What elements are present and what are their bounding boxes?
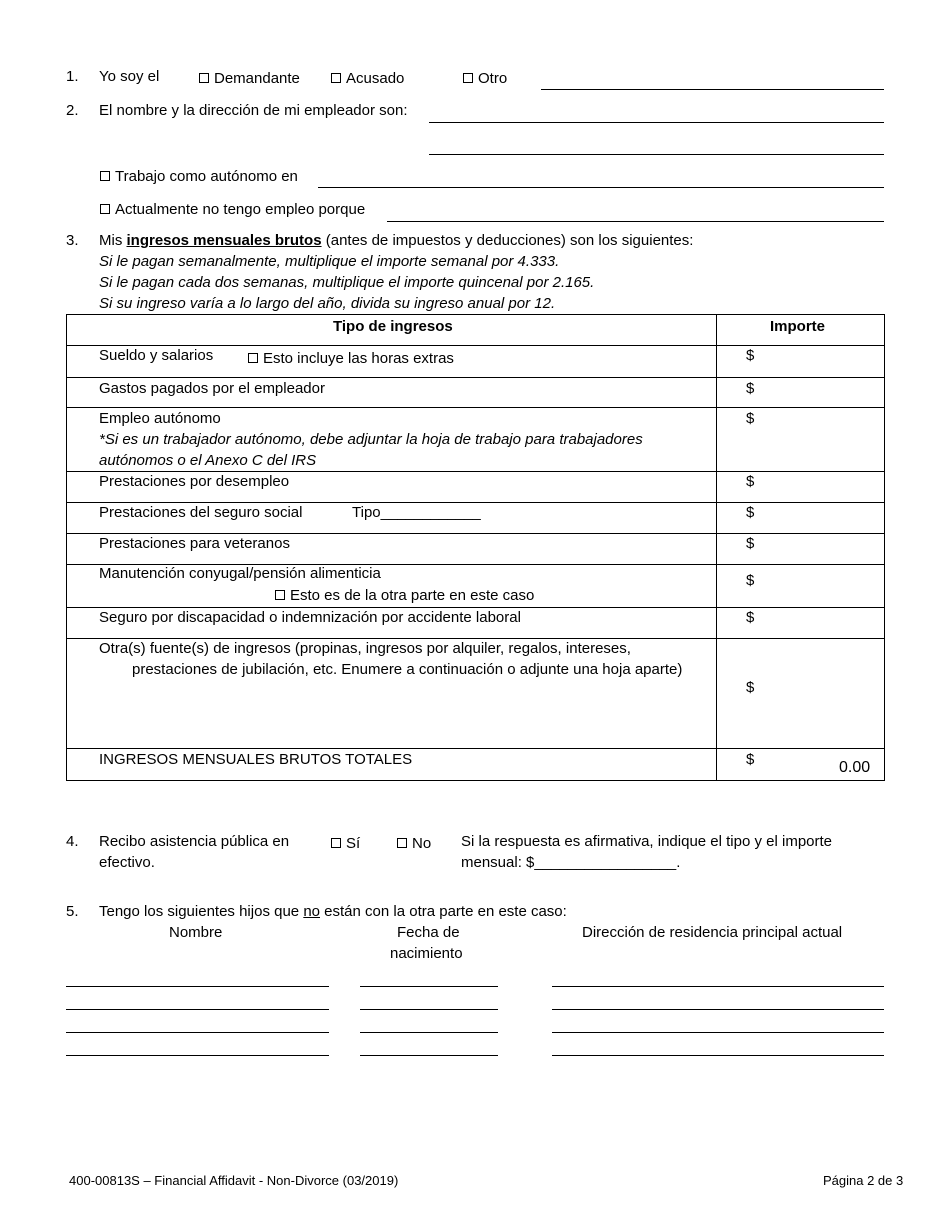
checkbox-icon [397,838,407,848]
unemployed-checkbox[interactable]: Actualmente no tengo empleo porque [100,201,365,219]
assistance-detail: Si la respuesta es afirmativa, indique el tipo y el importe [461,833,833,850]
income-table [66,314,885,781]
checkbox-icon [100,204,110,214]
row-wages-label: Sueldo y salarios [99,347,214,364]
row-other-label: Otra(s) fuente(s) de ingresos (propinas, ingresos por alquiler, regalos, intereses, [99,640,631,657]
item3-label: Mis ingresos mensuales brutos (antes de impuestos y deducciones) son los siguientes: [99,232,694,249]
row-wages-currency: $ [746,347,755,364]
alimony-other-party-checkbox[interactable]: Esto es de la otra parte en este caso [275,587,534,605]
children-col-name: Nombre [169,924,223,941]
row-veterans-currency: $ [746,535,755,552]
checkbox-icon [463,73,473,83]
row-self-employment-label: Empleo autónomo [99,410,221,427]
child-dob-field[interactable] [360,1055,498,1056]
overtime-checkbox[interactable]: Esto incluye las horas extras [248,350,454,368]
children-col-dob: Fecha de [397,924,460,941]
row-disability-currency: $ [746,609,755,626]
row-alimony-currency: $ [746,572,755,589]
employer-address-field[interactable] [429,154,884,155]
child-address-field[interactable] [552,1055,884,1056]
col-header-amount: Importe [770,318,826,335]
row-self-employment-note: *Si es un trabajador autónomo, debe adjuntar la hoja de trabajo para trabajadores [99,431,643,448]
self-employed-field[interactable] [318,187,884,188]
row-expenses-currency: $ [746,380,755,397]
petitioner-checkbox[interactable]: Demandante [199,70,300,88]
item5-number: 5. [66,903,79,920]
children-col-address: Dirección de residencia principal actual [582,924,843,941]
row-expenses-label: Gastos pagados por el empleador [99,380,325,397]
checkbox-icon [275,590,285,600]
total-income-value[interactable]: 0.00 [839,759,871,776]
item2-label: El nombre y la dirección de mi empleador son: [99,102,408,119]
row-other-label: prestaciones de jubilación, etc. Enumere a continuación o adjunte una hoja aparte) [132,661,683,678]
assistance-no-checkbox[interactable]: No [397,835,431,853]
item2-number: 2. [66,102,79,119]
footer-form-id: 400-00813S – Financial Affidavit - Non-Divorce (03/2019) [69,1173,399,1188]
row-veterans-label: Prestaciones para veteranos [99,535,290,552]
row-self-employment-currency: $ [746,410,755,427]
item3-note-annual: Si su ingreso varía a lo largo del año, divida su ingreso anual por 12. [99,295,556,312]
child-name-field[interactable] [66,1009,329,1010]
row-unemployment-label: Prestaciones por desempleo [99,473,290,490]
checkbox-icon [199,73,209,83]
column-divider [716,315,717,780]
item3-number: 3. [66,232,79,249]
item3-note-weekly: Si le pagan semanalmente, multiplique el importe semanal por 4.333. [99,253,560,270]
row-total-label: INGRESOS MENSUALES BRUTOS TOTALES [99,751,413,768]
self-employed-checkbox[interactable]: Trabajo como autónomo en [100,168,298,186]
employer-name-field[interactable] [429,122,884,123]
row-social-security-label: Prestaciones del seguro social [99,504,303,521]
assistance-yes-checkbox[interactable]: Sí [331,835,360,853]
checkbox-icon [331,73,341,83]
item4-label: efectivo. [99,854,155,871]
child-name-field[interactable] [66,986,329,987]
item5-label: Tengo los siguientes hijos que no están con la otra parte en este caso: [99,903,567,920]
item1-number: 1. [66,68,79,85]
item1-label: Yo soy el [99,68,160,85]
assistance-amount-field[interactable]: mensual: $_________________. [461,854,681,871]
checkbox-icon [100,171,110,181]
item3-note-biweekly: Si le pagan cada dos semanas, multiplique el importe quincenal por 2.165. [99,274,595,291]
footer-page-number: Página 2 de 3 [823,1173,904,1188]
child-address-field[interactable] [552,1009,884,1010]
item4-label: Recibo asistencia pública en [99,833,290,850]
row-social-security-currency: $ [746,504,755,521]
child-address-field[interactable] [552,1032,884,1033]
child-dob-field[interactable] [360,986,498,987]
other-role-field[interactable] [541,89,884,90]
child-dob-field[interactable] [360,1032,498,1033]
row-total-currency: $ [746,751,755,768]
child-address-field[interactable] [552,986,884,987]
row-alimony-label: Manutención conyugal/pensión alimenticia [99,565,381,582]
checkbox-icon [248,353,258,363]
col-header-type: Tipo de ingresos [333,318,453,335]
unemployed-reason-field[interactable] [387,221,884,222]
child-name-field[interactable] [66,1032,329,1033]
other-checkbox[interactable]: Otro [463,70,507,88]
row-other-currency: $ [746,679,755,696]
checkbox-icon [331,838,341,848]
row-unemployment-currency: $ [746,473,755,490]
respondent-checkbox[interactable]: Acusado [331,70,404,88]
social-security-type-field[interactable]: Tipo____________ [352,504,481,521]
row-self-employment-note: autónomos o el Anexo C del IRS [99,452,317,469]
item4-number: 4. [66,833,79,850]
child-name-field[interactable] [66,1055,329,1056]
child-dob-field[interactable] [360,1009,498,1010]
children-col-dob: nacimiento [390,945,463,962]
row-disability-label: Seguro por discapacidad o indemnización por accidente laboral [99,609,521,626]
